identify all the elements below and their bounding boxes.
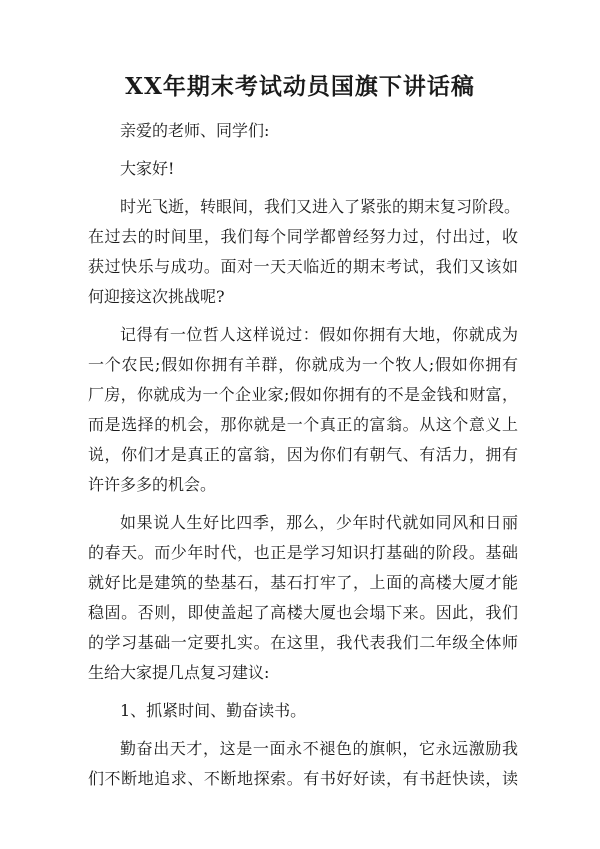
suggestion-heading: 1、抓紧时间、勤奋读书。 [120, 701, 307, 720]
paragraph-line: 的学习基础一定要扎实。在这里，我代表我们二年级全体师 [88, 633, 518, 652]
greeting: 大家好! [120, 159, 175, 178]
paragraph-line: 们不断地追求、不断地探索。有书好好读，有书赶快读，读 [88, 769, 518, 788]
paragraph-2 [88, 320, 518, 500]
paragraph-line: 一个农民;假如你拥有羊群，你就成为一个牧人;假如你拥有 [88, 355, 518, 374]
paragraph-line: 记得有一位哲人这样说过：假如你拥有大地，你就成为 [120, 325, 518, 344]
paragraph-3 [88, 508, 518, 688]
paragraph-line: 在过去的时间里，我们每个同学都曾经努力过，付出过，收 [88, 227, 518, 246]
paragraph-line: 获过快乐与成功。面对一天天临近的期末考试，我们又该如 [88, 257, 518, 276]
paragraph-line: 如果说人生好比四季，那么，少年时代就如同风和日丽 [120, 513, 518, 532]
paragraph-line: 厂房，你就成为一个企业家;假如你拥有的不是金钱和财富， [88, 385, 518, 404]
paragraph-line: 许许多多的机会。 [88, 475, 217, 494]
paragraph-line: 生给大家提几点复习建议: [88, 663, 270, 682]
page-title: XX年期末考试动员国旗下讲话稿 [125, 73, 475, 100]
paragraph-line: 稳固。否则，即使盖起了高楼大厦也会塌下来。因此，我们 [88, 603, 518, 622]
salutation: 亲爱的老师、同学们: [120, 121, 270, 140]
paragraph-line: 说，你们才是真正的富翁，因为你们有朝气、有活力，拥有 [88, 445, 518, 464]
paragraph-1 [88, 192, 521, 312]
document-body [88, 116, 521, 794]
paragraph-4 [88, 734, 518, 794]
paragraph-line: 就好比是建筑的垫基石，基石打牢了，上面的高楼大厦才能 [88, 573, 518, 592]
paragraph-line: 勤奋出天才，这是一面永不褪色的旗帜，它永远激励我 [120, 739, 518, 758]
paragraph-line: 的春天。而少年时代，也正是学习知识打基础的阶段。基础 [88, 543, 518, 562]
paragraph-line: 时光飞逝，转眼间，我们又进入了紧张的期末复习阶段。 [120, 197, 521, 216]
paragraph-line: 而是选择的机会，那你就是一个真正的富翁。从这个意义上 [88, 415, 518, 434]
paragraph-line: 何迎接这次挑战呢? [88, 287, 225, 306]
